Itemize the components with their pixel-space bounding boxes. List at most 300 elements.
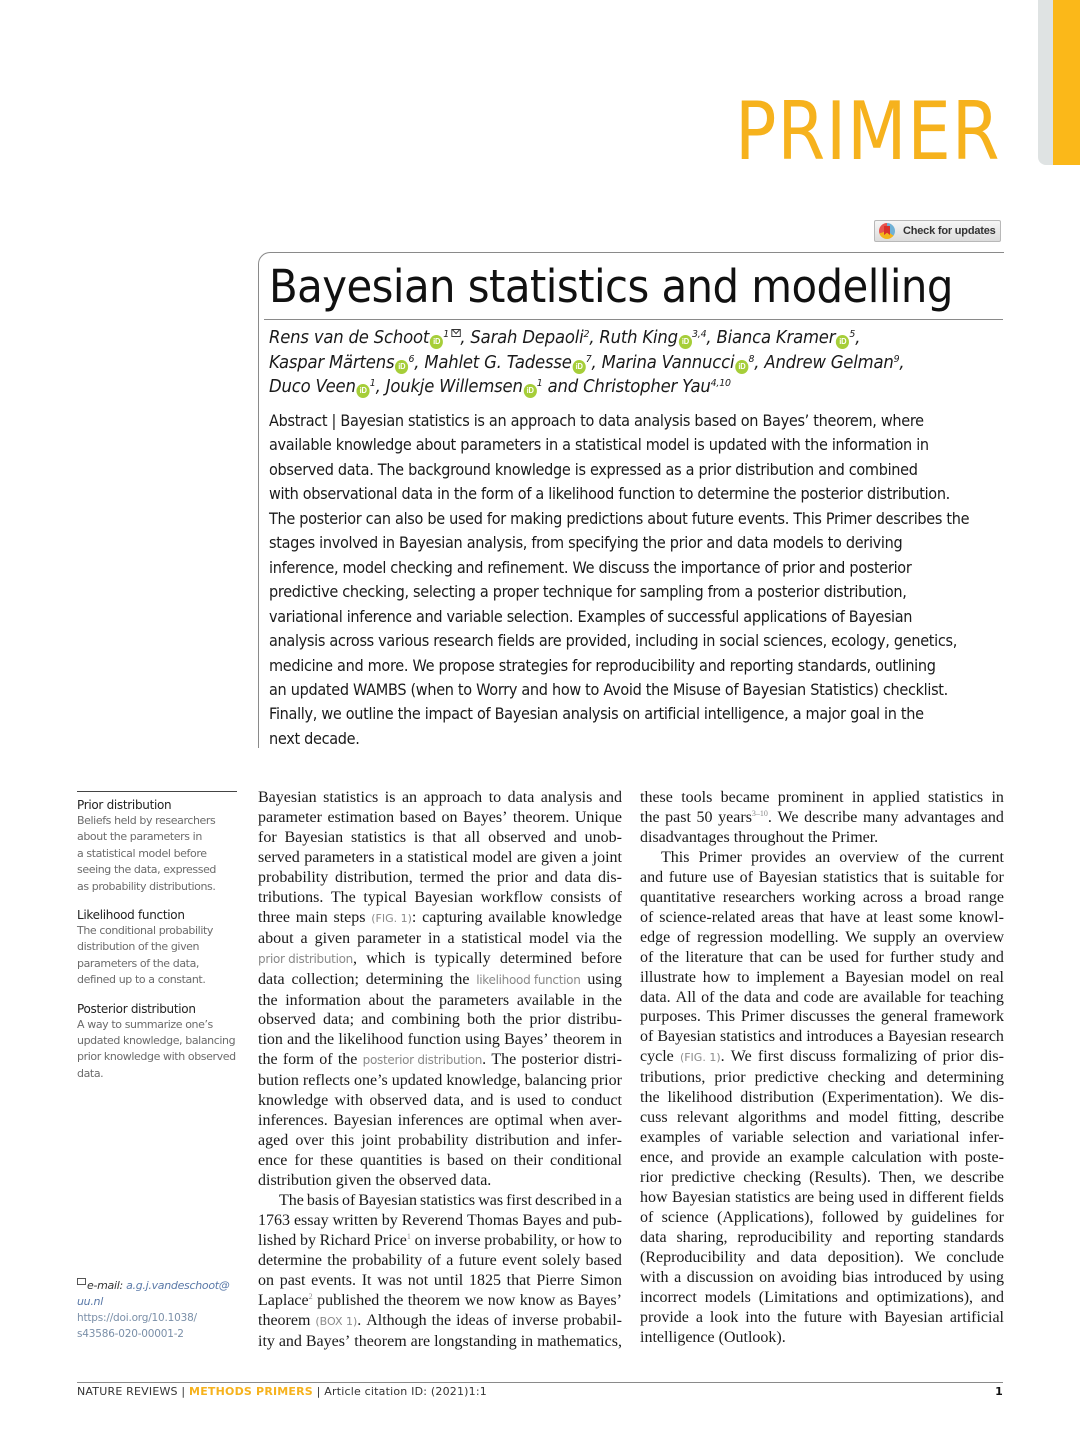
doi-link[interactable] bbox=[77, 1310, 247, 1342]
body-word: The bbox=[279, 1192, 304, 1210]
body-word: knowledge bbox=[258, 1092, 329, 1110]
body-word: and bbox=[598, 789, 622, 806]
body-word: for bbox=[926, 988, 945, 1006]
body-text-line bbox=[640, 1108, 1004, 1128]
body-word: years$^{3-10}$. bbox=[718, 808, 772, 826]
orcid-icon[interactable]: iD bbox=[679, 335, 692, 349]
body-word: given bbox=[335, 1172, 372, 1190]
body-word: the bbox=[855, 1008, 876, 1026]
glossary-definition-line: seeing the data, expressed bbox=[77, 863, 217, 877]
body-word: data bbox=[564, 868, 592, 886]
body-word: using bbox=[465, 1031, 500, 1049]
email-link[interactable]: a.g.j.vandeschoot@ bbox=[126, 1279, 230, 1292]
body-text-line bbox=[640, 1268, 1004, 1288]
body-word: some bbox=[918, 908, 953, 926]
body-word: the bbox=[375, 1172, 395, 1190]
body-word: infer- bbox=[968, 1129, 1004, 1147]
orcid-icon[interactable]: iD bbox=[836, 335, 849, 349]
body-text-line bbox=[640, 868, 1004, 888]
body-word: updated bbox=[391, 1072, 443, 1090]
body-word: an bbox=[767, 1149, 783, 1167]
body-word: distribution bbox=[475, 1132, 550, 1150]
body-word: theorem bbox=[407, 1291, 461, 1309]
body-word: of bbox=[493, 1311, 508, 1329]
author-name[interactable]: Andrew Gelman bbox=[764, 352, 894, 373]
body-word: overview bbox=[839, 848, 899, 866]
body-word: a bbox=[446, 1251, 454, 1269]
body-word: available bbox=[488, 908, 547, 926]
body-word: the bbox=[383, 1291, 404, 1309]
body-word: many bbox=[862, 808, 899, 826]
body-word: on bbox=[957, 968, 974, 986]
body-word: of bbox=[341, 1192, 356, 1210]
body-word: is bbox=[429, 1152, 440, 1170]
body-word: on bbox=[759, 1268, 776, 1286]
author-name[interactable]: Joukje Willemsen bbox=[385, 377, 523, 398]
body-text-line bbox=[640, 1208, 1004, 1228]
body-word: provide bbox=[711, 1149, 761, 1167]
body-word: describe bbox=[950, 1109, 1004, 1127]
body-word: The bbox=[491, 1051, 517, 1069]
body-word: Bayesian bbox=[845, 968, 904, 986]
body-word bbox=[476, 970, 580, 991]
body-word: and bbox=[980, 808, 1004, 826]
body-word: disadvantages bbox=[640, 828, 730, 846]
body-word: all bbox=[464, 828, 481, 846]
body-text-line bbox=[258, 908, 622, 929]
body-word: the bbox=[314, 1031, 335, 1049]
body-word: quantitative bbox=[640, 888, 716, 906]
body-word: in bbox=[599, 1192, 612, 1210]
abstract-line: predictive checking, selecting a proper technique for sampling from a posterior distribution, bbox=[269, 582, 907, 602]
body-word: the bbox=[258, 991, 278, 1009]
body-word: is bbox=[384, 789, 396, 806]
body-word: statistical bbox=[407, 848, 468, 866]
author-name[interactable]: Duco Veen bbox=[269, 377, 356, 398]
author-affiliation: 5 bbox=[849, 329, 856, 340]
article-title: Bayesian statistics and modelling bbox=[269, 260, 953, 313]
body-word: current bbox=[958, 848, 1004, 866]
body-word: inferences. bbox=[258, 1112, 328, 1130]
body-word: determining bbox=[926, 1069, 1004, 1087]
body-word: reflects bbox=[302, 1072, 350, 1090]
body-word: Primer. bbox=[831, 828, 879, 846]
author-affiliation: 1 bbox=[369, 378, 376, 390]
body-word: statistics bbox=[719, 1028, 776, 1046]
body-word: models bbox=[704, 1288, 751, 1306]
glossary-term-link[interactable]: likelihood function bbox=[476, 972, 581, 987]
author-affiliation: 6 bbox=[408, 353, 415, 365]
glossary-term: Posterior distribution bbox=[77, 1001, 196, 1016]
body-word: about bbox=[258, 929, 294, 947]
body-word: now bbox=[487, 1291, 516, 1309]
body-text-line bbox=[640, 1168, 1004, 1188]
author-separator: , bbox=[706, 328, 717, 348]
body-word: and bbox=[858, 1129, 882, 1147]
body-word: the bbox=[807, 828, 828, 846]
body-word: and bbox=[775, 988, 799, 1006]
body-word: that bbox=[506, 1271, 531, 1289]
body-word: an bbox=[401, 789, 418, 806]
body-word: It bbox=[361, 1271, 372, 1289]
orcid-icon[interactable]: iD bbox=[735, 360, 748, 374]
body-word: can bbox=[779, 948, 802, 966]
body-word: Reverend bbox=[401, 1212, 464, 1230]
body-word: Richard bbox=[319, 1231, 371, 1249]
abstract-line: stages involved in Bayesian analysis, from specifying the prior and data models to deriving bbox=[269, 533, 903, 553]
body-word: prior bbox=[942, 1048, 974, 1066]
body-word: the bbox=[602, 991, 622, 1009]
body-word: using bbox=[587, 970, 622, 988]
citation-reference[interactable]: 3–10 bbox=[751, 808, 768, 818]
body-text-line bbox=[258, 1311, 622, 1332]
body-word: Bayes’ bbox=[462, 808, 508, 826]
body-word: ity bbox=[258, 1332, 275, 1350]
body-word: distribution, bbox=[334, 868, 413, 886]
body-word: both bbox=[467, 1011, 496, 1029]
body-word: and bbox=[361, 1011, 385, 1029]
body-text-line bbox=[258, 1111, 622, 1131]
glossary-definition-line: The conditional probability bbox=[77, 924, 213, 938]
body-word: Price$^1$ bbox=[374, 1231, 411, 1249]
body-word: balancing bbox=[524, 1072, 587, 1090]
body-word: broad bbox=[924, 888, 962, 906]
body-word: modelling. bbox=[769, 928, 839, 946]
body-word: available bbox=[516, 991, 575, 1009]
body-text-line bbox=[640, 968, 1004, 988]
glossary-definition-line: as probability distributions. bbox=[77, 879, 216, 893]
body-text-line bbox=[258, 991, 622, 1011]
body-word: data bbox=[790, 1248, 818, 1266]
figure-reference-link[interactable]: (FIG. 1) bbox=[679, 1051, 721, 1065]
body-word: Although bbox=[366, 1311, 427, 1329]
body-word: is bbox=[913, 868, 925, 886]
author-separator: , bbox=[899, 352, 905, 373]
body-word: the bbox=[719, 988, 739, 1006]
section-label: PRIMER bbox=[735, 85, 1001, 178]
author-separator: and bbox=[542, 377, 584, 398]
body-word: introduced bbox=[873, 1268, 943, 1286]
body-word: with bbox=[640, 1268, 669, 1286]
glossary-term: Likelihood function bbox=[77, 908, 185, 923]
body-word: was bbox=[377, 1271, 403, 1289]
author-separator: , bbox=[591, 352, 602, 373]
body-word: a bbox=[447, 929, 455, 947]
body-word: and bbox=[640, 868, 664, 886]
body-word: provide bbox=[640, 1308, 689, 1326]
body-word: first bbox=[506, 1192, 532, 1210]
body-word: that bbox=[799, 908, 824, 926]
body-text-line bbox=[640, 928, 1004, 948]
body-word: optimizations), bbox=[876, 1288, 974, 1306]
body-word: introduces bbox=[806, 1028, 873, 1046]
body-word: are bbox=[794, 1189, 815, 1207]
body-word: 1763 bbox=[258, 1212, 290, 1230]
body-word: variational bbox=[891, 1129, 960, 1147]
body-word: termed bbox=[419, 868, 464, 886]
body-word: have bbox=[829, 908, 861, 926]
body-word: general bbox=[880, 1008, 928, 1026]
abstract-line: inference, model checking and refinement. We discuss the importance of prior and posterior bbox=[269, 557, 912, 577]
body-word: how bbox=[578, 1231, 606, 1249]
body-word: of bbox=[709, 1129, 723, 1147]
body-word: collection; bbox=[291, 970, 359, 988]
body-word: essay bbox=[293, 1212, 329, 1230]
author-separator: , bbox=[375, 377, 386, 398]
body-word: This bbox=[661, 848, 690, 866]
body-word: by bbox=[299, 1231, 316, 1249]
body-word: discussion bbox=[686, 1268, 754, 1286]
glossary-term-link[interactable]: prior distribution bbox=[258, 951, 353, 966]
body-word: used bbox=[516, 1092, 547, 1110]
body-word: predictive bbox=[671, 1169, 736, 1187]
doi-line-2: s43586-020-00001-2 bbox=[77, 1328, 184, 1340]
body-word: rior bbox=[640, 1169, 664, 1187]
glossary-definition-line: defined up to a constant. bbox=[77, 973, 206, 987]
body-word: posterior distribution. bbox=[362, 1051, 487, 1069]
orcid-icon[interactable]: iD bbox=[430, 335, 443, 349]
page-number: 1 bbox=[995, 1385, 1003, 1398]
check-for-updates-button[interactable] bbox=[874, 220, 1001, 242]
body-word: determine bbox=[258, 1251, 322, 1269]
body-word: This bbox=[706, 1008, 736, 1026]
body-word: typical bbox=[363, 888, 407, 906]
body-text-line bbox=[258, 1050, 622, 1071]
body-word: data; bbox=[322, 1011, 355, 1029]
body-word: artificial bbox=[949, 1308, 1004, 1326]
body-word: one’s bbox=[353, 1072, 388, 1090]
body-word: calculation bbox=[851, 1149, 922, 1167]
body-word: discusses bbox=[790, 1008, 850, 1026]
body-word: Laplace$^2$ bbox=[258, 1291, 313, 1309]
body-word: infer- bbox=[586, 1132, 622, 1150]
body-word: (BOX 1). bbox=[315, 1311, 362, 1329]
body-word: with bbox=[334, 1092, 363, 1110]
body-word: and bbox=[815, 1109, 840, 1127]
body-text-line bbox=[640, 1068, 1004, 1088]
author-affiliation: 1 bbox=[443, 329, 450, 340]
body-word: and bbox=[980, 948, 1004, 966]
body-word: relevant bbox=[677, 1109, 729, 1127]
body-word: use bbox=[712, 868, 734, 886]
author-affiliation: 7 bbox=[585, 353, 592, 365]
orcid-icon[interactable]: iD bbox=[395, 360, 408, 374]
body-word: statistics bbox=[323, 789, 379, 806]
body-word: theorem bbox=[258, 1311, 311, 1329]
email-label: e-mail: bbox=[87, 1279, 127, 1292]
body-word: on bbox=[414, 1231, 431, 1249]
body-word: regression bbox=[697, 928, 763, 946]
body-word: in bbox=[991, 789, 1004, 806]
body-word: typically bbox=[434, 949, 491, 967]
body-word: events. bbox=[311, 1271, 357, 1289]
body-word: parameter bbox=[258, 808, 322, 826]
body-word: The bbox=[330, 888, 356, 906]
body-word: and bbox=[980, 1288, 1004, 1306]
body-word: of bbox=[739, 868, 753, 886]
body-word: a bbox=[395, 848, 404, 866]
body-word: formalizing bbox=[842, 1048, 917, 1066]
orcid-icon[interactable]: iD bbox=[573, 360, 586, 374]
body-word: algorithms bbox=[738, 1109, 807, 1127]
body-word: (Applications), bbox=[717, 1209, 814, 1227]
body-word: (Outlook). bbox=[718, 1328, 786, 1346]
body-word: of bbox=[427, 1251, 441, 1269]
body-word: We bbox=[845, 928, 867, 946]
citation-reference[interactable]: 2 bbox=[308, 1291, 313, 1301]
glossary-definition-line: distribution of the given bbox=[77, 940, 200, 954]
body-word: based bbox=[585, 1251, 622, 1269]
author-name[interactable]: Rens van de Schoot bbox=[269, 328, 430, 348]
body-text-line bbox=[258, 1271, 622, 1291]
abstract-line: variational inference and variable selection. Examples of successful applications of Bayesian bbox=[269, 606, 913, 626]
email-link-domain[interactable]: uu.nl bbox=[77, 1295, 103, 1308]
glossary-term-link[interactable]: posterior distribution bbox=[362, 1053, 483, 1068]
glossary-definition-line: about the parameters in bbox=[77, 830, 202, 844]
body-word: guidelines bbox=[911, 1209, 978, 1227]
body-word: parameters bbox=[304, 848, 375, 866]
body-word: deposition). bbox=[827, 1248, 904, 1266]
body-word: to bbox=[552, 1092, 565, 1110]
body-word: of bbox=[640, 1209, 654, 1227]
body-text-line bbox=[640, 1007, 1004, 1027]
author-affiliation: 4,10 bbox=[710, 378, 731, 390]
body-word: advantages bbox=[904, 808, 976, 826]
body-word: model bbox=[528, 929, 569, 947]
author-name[interactable]: Christopher Yau bbox=[583, 377, 711, 398]
body-word: illustrate bbox=[640, 968, 696, 986]
body-text-line bbox=[258, 868, 622, 888]
body-word: Bayes’ bbox=[504, 1031, 549, 1049]
body-word: of bbox=[907, 848, 922, 866]
body-word: a bbox=[876, 1028, 884, 1046]
body-word: Bayesian bbox=[284, 828, 344, 846]
body-word: in bbox=[378, 848, 392, 866]
body-word: on bbox=[441, 808, 458, 826]
body-word: that bbox=[432, 828, 457, 846]
author-name[interactable]: Mahlet G. Tadesse bbox=[424, 352, 572, 373]
body-word: on bbox=[258, 1271, 274, 1289]
orcid-icon[interactable]: iD bbox=[524, 384, 537, 398]
body-word: the bbox=[449, 970, 470, 988]
body-word: ence, bbox=[640, 1149, 674, 1167]
check-for-updates-label: Check for updates bbox=[903, 225, 996, 237]
body-word: future bbox=[458, 1251, 497, 1269]
body-word: Unique bbox=[574, 808, 622, 826]
body-word: science bbox=[661, 1209, 709, 1227]
author-name[interactable]: Marina Vannucci bbox=[601, 352, 735, 373]
body-word: standards bbox=[943, 1228, 1004, 1246]
author-name[interactable]: Ruth King bbox=[599, 328, 678, 348]
body-word: and bbox=[680, 1149, 704, 1167]
body-text-line bbox=[258, 1010, 622, 1030]
body-word: study bbox=[939, 948, 975, 966]
body-word: quantities bbox=[360, 1152, 423, 1170]
body-text-line bbox=[258, 828, 622, 848]
body-text-line bbox=[640, 888, 1004, 908]
body-word: served bbox=[258, 848, 300, 866]
author-name[interactable]: Bianca Kramer bbox=[716, 328, 836, 348]
body-word: literature bbox=[685, 948, 744, 966]
body-word: about bbox=[368, 991, 405, 1009]
body-word: the bbox=[258, 1051, 278, 1069]
figure-reference-link[interactable]: (FIG. 1) bbox=[371, 911, 412, 925]
body-text-line bbox=[258, 970, 622, 991]
glossary-definition-line: a statistical model before bbox=[77, 846, 207, 860]
body-word: in bbox=[851, 789, 865, 806]
body-word: likelihood bbox=[338, 1031, 404, 1049]
body-word: checking bbox=[827, 1069, 886, 1087]
email-line-continued bbox=[77, 1294, 247, 1310]
mail-icon[interactable] bbox=[451, 329, 460, 337]
body-word: areas bbox=[761, 908, 795, 926]
body-word: and bbox=[534, 868, 558, 886]
body-text-line bbox=[640, 848, 1004, 868]
body-word: avoiding bbox=[780, 1268, 837, 1286]
abstract-line: medicine and more. We propose strategies for reproducibility and reporting standards, outlining bbox=[269, 655, 936, 675]
author-affiliation: 2 bbox=[583, 329, 590, 340]
author-line bbox=[269, 326, 960, 351]
body-text-line bbox=[640, 1148, 1004, 1168]
body-word: distribu- bbox=[567, 1011, 622, 1029]
author-separator: , bbox=[589, 328, 600, 348]
body-word: knowl- bbox=[958, 908, 1004, 926]
body-word: are bbox=[838, 988, 859, 1006]
author-name[interactable]: Kaspar Märtens bbox=[269, 352, 395, 373]
author-affiliation: 8 bbox=[748, 353, 755, 365]
figure-reference-link[interactable]: (BOX 1) bbox=[315, 1314, 358, 1328]
body-word: (FIG. 1): bbox=[371, 908, 417, 926]
author-separator: , bbox=[855, 328, 861, 348]
citation-reference[interactable]: 1 bbox=[406, 1231, 411, 1241]
body-text-line bbox=[258, 1332, 622, 1352]
email-line bbox=[77, 1278, 247, 1294]
body-word: the bbox=[659, 948, 680, 966]
page-footer bbox=[77, 1385, 1003, 1398]
body-word: the bbox=[502, 1011, 523, 1029]
body-text-line bbox=[258, 1211, 622, 1231]
body-text-line bbox=[640, 1088, 1004, 1108]
body-word: are bbox=[469, 1112, 489, 1130]
body-word: data. bbox=[640, 988, 671, 1006]
body-word: We bbox=[914, 1248, 936, 1266]
body-word: example bbox=[789, 1149, 845, 1167]
body-text-line bbox=[258, 788, 622, 808]
body-word: observed bbox=[258, 1011, 316, 1029]
body-word: joint bbox=[361, 1132, 391, 1150]
body-word: theorem. bbox=[512, 808, 570, 826]
body-word: poste- bbox=[964, 1149, 1004, 1167]
glossary-definition-line: A way to summarize one’s bbox=[77, 1017, 213, 1031]
body-word: approach bbox=[423, 789, 483, 806]
body-word: pub- bbox=[592, 1212, 622, 1230]
body-word: by bbox=[886, 1209, 903, 1227]
body-word: probability bbox=[397, 1132, 469, 1150]
body-word: with bbox=[929, 1149, 958, 1167]
body-text-line bbox=[258, 808, 622, 828]
body-word: is bbox=[414, 949, 426, 967]
author-name[interactable]: Sarah Depaoli bbox=[470, 328, 584, 348]
body-word: (FIG. 1). bbox=[679, 1048, 725, 1066]
body-word: solely bbox=[542, 1251, 581, 1269]
body-text-line bbox=[640, 948, 1004, 968]
body-word: different bbox=[909, 1189, 964, 1207]
body-word: statistical bbox=[461, 929, 522, 947]
body-word: Bayesian bbox=[887, 1028, 947, 1046]
orcid-icon[interactable]: iD bbox=[357, 384, 370, 398]
body-word: the bbox=[640, 808, 660, 826]
abstract bbox=[269, 409, 1009, 751]
